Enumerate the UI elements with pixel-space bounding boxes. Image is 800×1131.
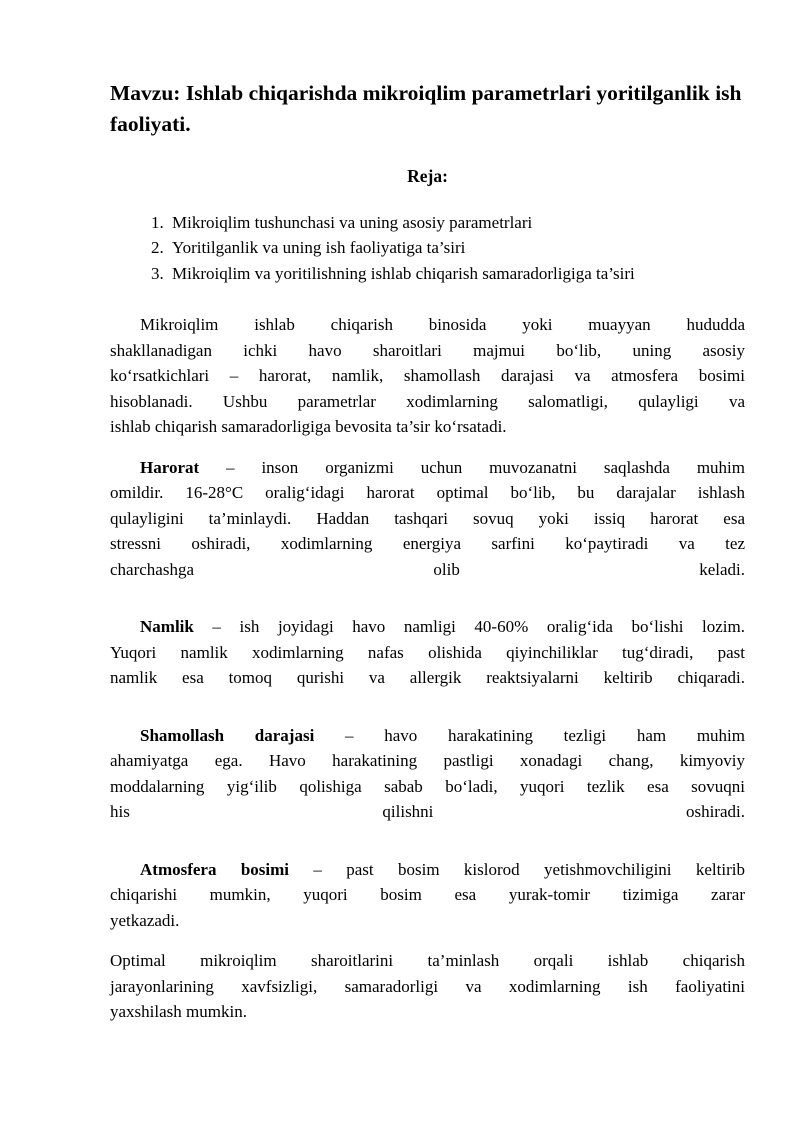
paragraph-atmosfera-bosimi: [110, 857, 745, 934]
text-line: omildir. 16-28°C oraligʻidagi harorat optimal boʻlib, bu darajalar ishlash: [110, 483, 745, 502]
text-line: Harorat – inson organizmi uchun muvozanatni saqlashda muhim: [140, 457, 745, 477]
paragraph-lead-bold: Atmosfera bosimi: [140, 859, 290, 879]
text-line: ahamiyatga ega. Havo harakatining pastligi xonadagi chang, kimyoviy: [110, 751, 745, 770]
text-line: qulayligini ta’minlaydi. Haddan tashqari sovuq yoki issiq harorat esa: [110, 508, 745, 528]
text-line: Shamollash darajasi – havo harakatining tezligi ham muhim: [140, 725, 745, 745]
text-line: jarayonlarining xavfsizligi, samaradorligi va xodimlarning ish faoliyatini: [110, 976, 745, 996]
text-line: koʻrsatkichlari – harorat, namlik, shamollash darajasi va atmosfera bosimi: [110, 366, 745, 385]
list-item: 3. Mikroiqlim va yoritilishning ishlab chiqarish samaradorligiga ta’siri: [168, 261, 675, 287]
paragraph-shamollash: [110, 723, 745, 825]
paragraph-conclusion: [110, 948, 745, 1025]
text-line: his qilishni oshiradi.: [110, 802, 745, 821]
text-line: moddalarning yigʻilib qolishiga sabab boʻladi, yuqori tezlik esa sovuqni: [110, 776, 745, 796]
text-line: shakllanadigan ichki havo sharoitlari majmui boʻlib, uning asosiy: [110, 340, 745, 360]
paragraph-harorat: [110, 455, 745, 583]
text-line: yetkazadi.: [110, 910, 180, 930]
text-line: hisoblanadi. Ushbu parametrlar xodimlarning salomatligi, qulayligi va: [110, 391, 745, 411]
text-line: yaxshilash mumkin.: [110, 1002, 247, 1021]
text-line: ishlab chiqarish samaradorligiga bevosita ta’sir koʻrsatadi.: [110, 417, 507, 436]
text-line: charchashga olib keladi.: [110, 559, 745, 579]
paragraph-namlik: [110, 614, 745, 691]
text-line: stressni oshiradi, xodimlarning energiya sarfini koʻpaytiradi va tez: [110, 534, 745, 553]
text-line: Atmosfera bosimi – past bosim kislorod yetishmovchiligini keltirib: [140, 859, 745, 879]
list-item: 2. Yoritilganlik va uning ish faoliyatiga ta’siri: [168, 235, 675, 261]
paragraph-lead-bold: Harorat: [140, 457, 200, 477]
paragraph-intro: [110, 312, 745, 440]
text-line: namlik esa tomoq qurishi va allergik reaktsiyalarni keltirib chiqaradi.: [110, 668, 745, 687]
text-line: Yuqori namlik xodimlarning nafas olishida qiyinchiliklar tugʻdiradi, past: [110, 642, 745, 662]
text-line: Mikroiqlim ishlab chiqarish binosida yoki muayyan hududda: [140, 315, 745, 334]
text-line: Namlik – ish joyidagi havo namligi 40-60% oraligʻida boʻlishi lozim.: [140, 617, 745, 636]
reja-heading: Reja:: [407, 166, 448, 186]
reja-list: [110, 210, 745, 287]
paragraph-lead-bold: Shamollash darajasi: [140, 725, 315, 745]
text-line: chiqarishi mumkin, yuqori bosim esa yurak-tomir tizimiga zarar: [110, 885, 745, 904]
text-line: Optimal mikroiqlim sharoitlarini ta’minlash orqali ishlab chiqarish: [110, 951, 745, 970]
document-title: Mavzu: Ishlab chiqarishda mikroiqlim parametrlari yoritilganlik ish faoliyati.: [110, 81, 742, 136]
paragraph-lead-bold: Namlik: [140, 617, 194, 636]
list-item: 1. Mikroiqlim tushunchasi va uning asosiy parametrlari: [168, 210, 675, 236]
